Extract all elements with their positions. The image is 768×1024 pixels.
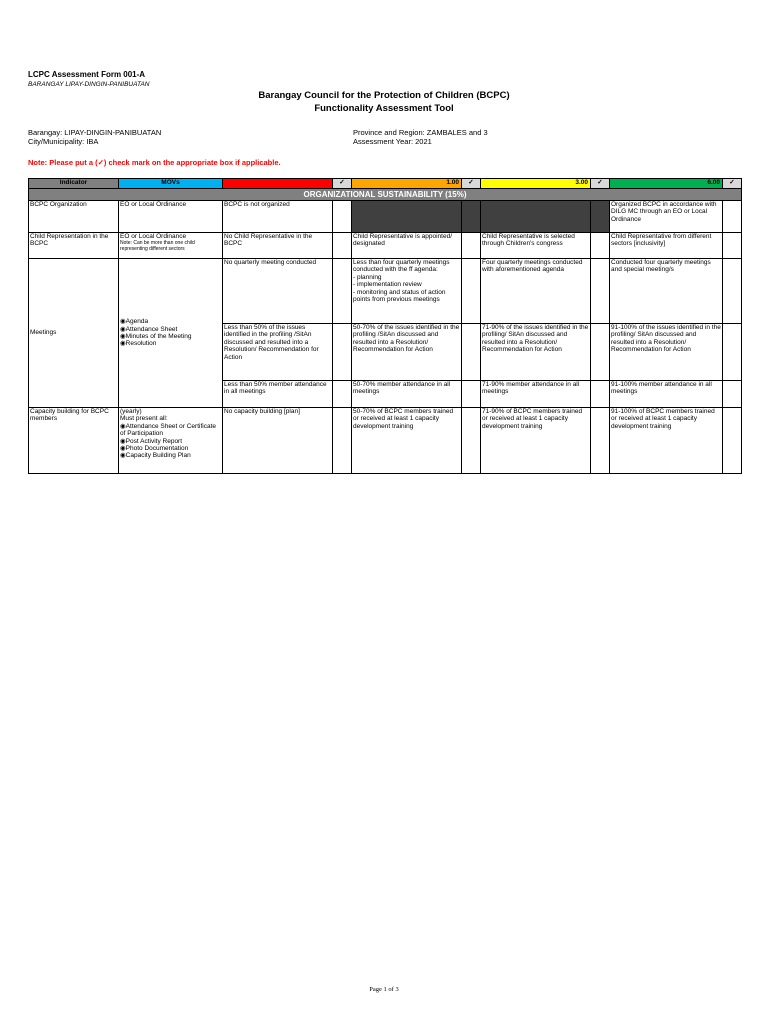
mov-note: Note: Can be more than one child representing different sectors (120, 240, 195, 253)
page-title: Barangay Council for the Protection of Children (BCPC) (258, 90, 510, 101)
check-box[interactable] (591, 233, 610, 259)
mov-text: EO or Local Ordinance (120, 233, 187, 240)
mov-cell (119, 408, 223, 474)
barangay-name: Barangay: LIPAY-DINGIN-PANIBUATAN (28, 128, 162, 137)
score-3-header: 3.00 (481, 179, 591, 189)
header-row (29, 179, 742, 189)
indicator-cell: Capacity building for BCPC members (29, 408, 119, 474)
agenda-item: - planning (353, 273, 382, 281)
score-6-cell: 91-100% of BCPC members trained or received at least 1 capacity development training (610, 408, 723, 474)
page-number: Page 1 of 3 (369, 986, 399, 993)
score-3-cell: 71-90% member attendance in all meetings (481, 381, 591, 408)
province-info (353, 128, 488, 146)
mov-item: ◉ Post Activity Report (120, 438, 221, 445)
form-id: LCPC Assessment Form 001-A (28, 70, 146, 79)
mov-item: ◉ Minutes of the Meeting (120, 333, 221, 340)
check-box[interactable] (591, 408, 610, 474)
not-applicable-cell (481, 201, 591, 233)
indicator-header: Indicator (29, 179, 119, 189)
check-box[interactable] (333, 201, 352, 233)
score-3-cell: Four quarterly meetings conducted with aforementioned agenda (481, 259, 591, 324)
score-3-cell: 71-90% of the issues identified in the profiling/ SitAn discussed and resulted into a Resolution/ Recommendation for Action (481, 324, 591, 381)
mov-item: ◉ Attendance Sheet or Certificate of Participation (120, 423, 221, 438)
check-header: ✓ (333, 179, 352, 189)
score-1-cell: 50-70% of BCPC members trained or received at least 1 capacity development training (352, 408, 462, 474)
check-box[interactable] (333, 324, 352, 381)
score-0-cell: No Child Representative in the BCPC (223, 233, 333, 259)
mov-intro: Must present all: (120, 415, 168, 423)
score-0-cell: No quarterly meeting conducted (223, 259, 333, 324)
check-box[interactable] (462, 408, 481, 474)
indicator-cell: Child Representation in the BCPC (29, 233, 119, 259)
check-box[interactable] (333, 408, 352, 474)
score-6-cell: Conducted four quarterly meetings and special meeting/s (610, 259, 723, 324)
mov-item: ◉ Attendance Sheet (120, 326, 221, 333)
check-header: ✓ (462, 179, 481, 189)
score-0-header (223, 179, 333, 189)
table-row (29, 201, 742, 233)
barangay-info (28, 128, 161, 146)
not-applicable-cell (462, 201, 481, 233)
check-box[interactable] (591, 381, 610, 408)
check-header: ✓ (723, 179, 742, 189)
indicator-cell: BCPC Organization (29, 201, 119, 233)
score-0-cell: Less than 50% member attendance in all meetings (223, 381, 333, 408)
check-box[interactable] (723, 381, 742, 408)
section-title: ORGANIZATIONAL SUSTAINABILITY (15%) (29, 189, 742, 201)
score-1-cell (352, 259, 462, 324)
mov-item: ◉ Agenda (120, 318, 221, 325)
score-3-cell: Child Representative is selected through Children's congress (481, 233, 591, 259)
check-box[interactable] (723, 324, 742, 381)
mov-cell (119, 233, 223, 259)
check-box[interactable] (462, 381, 481, 408)
city-name: City/Municipality: IBA (28, 137, 99, 146)
check-box[interactable] (723, 201, 742, 233)
score-1-intro: Less than four quarterly meetings conducted with the ff agenda: (353, 259, 450, 274)
check-box[interactable] (723, 259, 742, 324)
assessment-table (28, 178, 742, 474)
page-subtitle: Functionality Assessment Tool (314, 103, 454, 114)
mov-item: ◉ Photo Documentation (120, 445, 221, 452)
check-box[interactable] (462, 324, 481, 381)
score-3-cell: 71-90% of BCPC members trained or received at least 1 capacity development training (481, 408, 591, 474)
score-1-header: 1.00 (352, 179, 462, 189)
table-row (29, 259, 742, 324)
mov-intro: (yearly) (120, 408, 142, 415)
barangay-subtitle: BARANGAY LIPAY-DINGIN-PANIBUATAN (28, 81, 150, 88)
score-1-cell: Child Representative is appointed/ designated (352, 233, 462, 259)
instruction-note: Note: Please put a (✓) check mark on the appropriate box if applicable. (28, 158, 281, 167)
mov-item: ◉ Capacity Building Plan (120, 452, 221, 459)
score-1-cell: 50-70% member attendance in all meetings (352, 381, 462, 408)
table-row (29, 408, 742, 474)
province-region: Province and Region: ZAMBALES and 3 (353, 128, 488, 137)
check-box[interactable] (333, 233, 352, 259)
not-applicable-cell (591, 201, 610, 233)
mov-cell (119, 259, 223, 408)
score-6-cell: Child Representative from different sectors [inclusivity] (610, 233, 723, 259)
mov-item: ◉ Resolution (120, 340, 221, 347)
indicator-cell: Meetings (29, 259, 119, 408)
check-box[interactable] (462, 233, 481, 259)
check-header: ✓ (591, 179, 610, 189)
check-box[interactable] (591, 259, 610, 324)
score-6-header: 6.00 (610, 179, 723, 189)
check-box[interactable] (591, 324, 610, 381)
mov-cell: EO or Local Ordinance (119, 201, 223, 233)
check-box[interactable] (462, 259, 481, 324)
movs-header: MOVs (119, 179, 223, 189)
score-6-cell: 91-100% of the issues identified in the profiling/ SitAn discussed and resulted into a Resolution/ Recommendation for Action (610, 324, 723, 381)
score-6-cell: 91-100% member attendance in all meetings (610, 381, 723, 408)
score-0-cell: BCPC is not organized (223, 201, 333, 233)
score-6-cell: Organized BCPC in accordance with DILG MC through an EO or Local Ordinance (610, 201, 723, 233)
not-applicable-cell (352, 201, 462, 233)
check-box[interactable] (723, 233, 742, 259)
agenda-item: - implementation review (353, 281, 422, 289)
assessment-year: Assessment Year: 2021 (353, 137, 432, 146)
check-box[interactable] (723, 408, 742, 474)
score-0-cell: Less than 50% of the issues identified in the profiling /SitAn discussed and resulted into a Resolution/ Recommendation for Action (223, 324, 333, 381)
check-box[interactable] (333, 259, 352, 324)
check-box[interactable] (333, 381, 352, 408)
agenda-item: - monitoring and status of action points from previous meetings (353, 288, 446, 304)
section-row (29, 189, 742, 201)
table-row (29, 233, 742, 259)
score-0-cell: No capacity building [plan] (223, 408, 333, 474)
score-1-cell: 50-70% of the issues identified in the profiling /SitAn discussed and resulted into a Resolution/ Recommendation for Action (352, 324, 462, 381)
